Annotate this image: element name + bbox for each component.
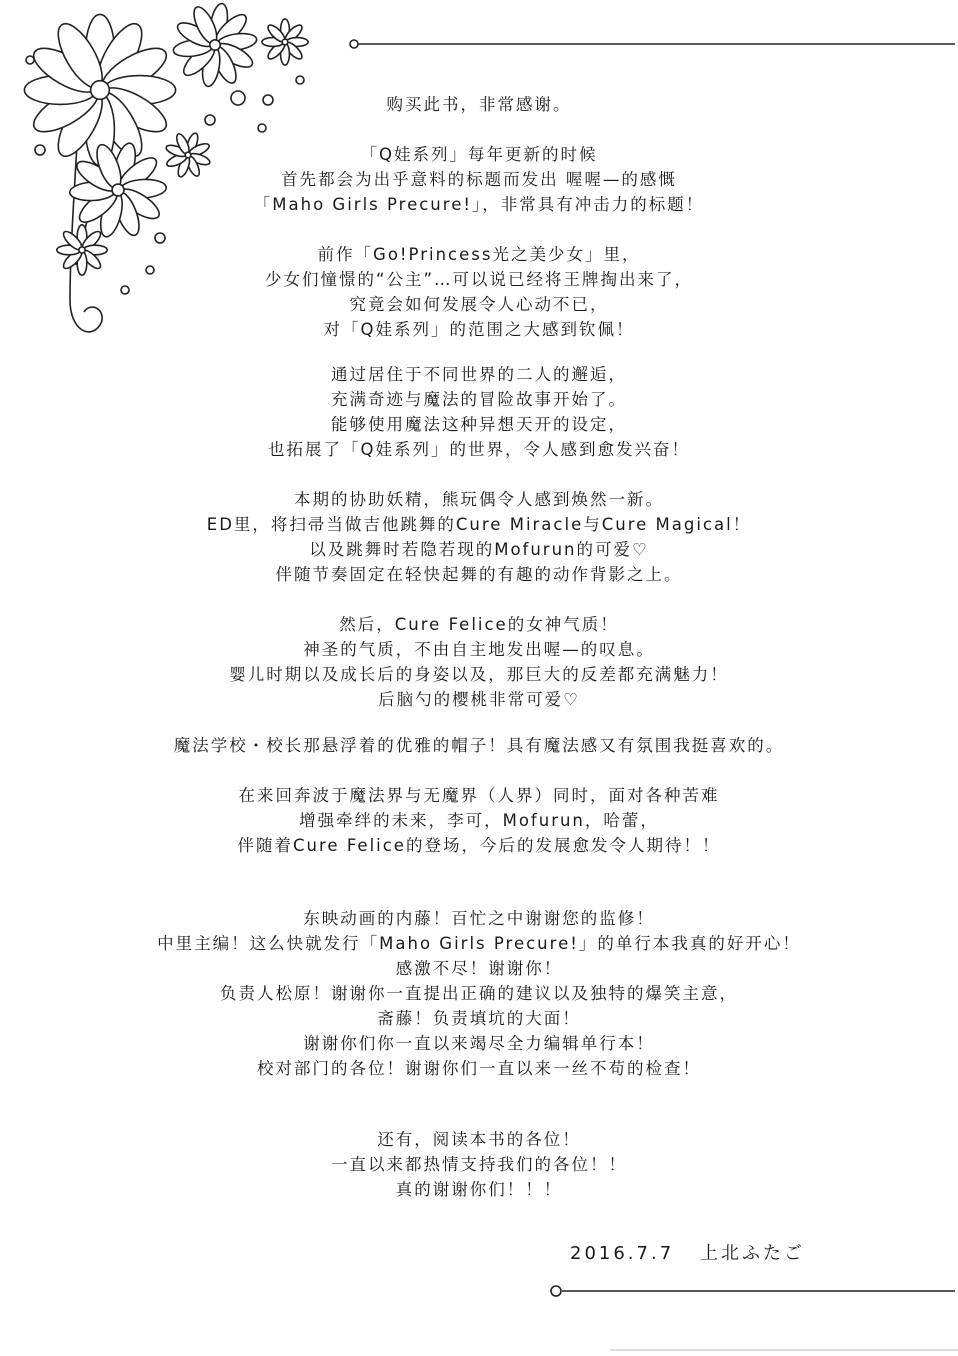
paragraph bbox=[0, 92, 958, 117]
paragraph bbox=[0, 733, 958, 758]
signature-author: 上北ふたご bbox=[700, 1243, 805, 1264]
paragraph bbox=[0, 362, 958, 462]
text-line: 少女们憧憬的“公主”…可以说已经将王牌掏出来了， bbox=[264, 270, 694, 289]
dot-ornament bbox=[26, 56, 34, 64]
bottom-line-end-circle bbox=[551, 1286, 561, 1296]
flower-icon bbox=[262, 19, 308, 65]
text-line: 斋藤！负责填坑的大面！ bbox=[377, 1009, 581, 1028]
dot-ornament bbox=[258, 124, 266, 132]
text-line: 前作「Go!Princess光之美少女」里， bbox=[317, 245, 641, 264]
text-line: 后脑勺的樱桃非常可爱♡ bbox=[378, 690, 580, 709]
text-line: 婴儿时期以及成长后的身姿以及，那巨大的反差都充满魅力！ bbox=[229, 665, 729, 684]
text-line: 一直以来都热情支持我们的各位！！ bbox=[331, 1155, 627, 1174]
paragraph bbox=[0, 1127, 958, 1202]
text-line: 然后，Cure Felice的女神气质！ bbox=[339, 615, 619, 634]
text-line: 「Maho Girls Precure!」，非常具有冲击力的标题！ bbox=[253, 195, 705, 214]
text-line: 神圣的气质，不由自主地发出喔—的叹息。 bbox=[303, 640, 655, 659]
text-line: 也拓展了「Q娃系列」的世界，令人感到愈发兴奋！ bbox=[268, 440, 690, 459]
text-line: 通过居住于不同世界的二人的邂逅， bbox=[331, 365, 627, 384]
text-line: 以及跳舞时若隐若现的Mofurun的可爱♡ bbox=[309, 540, 649, 559]
text-line: 伴随着Cure Felice的登场，今后的发展愈发令人期待！！ bbox=[237, 836, 721, 855]
flower-icon bbox=[172, 2, 257, 88]
text-line: 感激不尽！谢谢你！ bbox=[395, 959, 563, 978]
paragraph bbox=[0, 906, 958, 1081]
text-line: 负责人松原！谢谢你一直提出正确的建议以及独特的爆笑主意， bbox=[220, 984, 738, 1003]
text-line: 对「Q娃系列」的范围之大感到钦佩！ bbox=[323, 320, 635, 339]
text-line: 究竟会如何发展令人心动不已， bbox=[349, 295, 609, 314]
text-line: 校对部门的各位！谢谢你们一直以来一丝不苟的检查！ bbox=[257, 1059, 701, 1078]
text-line: 本期的协助妖精，熊玩偶令人感到焕然一新。 bbox=[294, 490, 664, 509]
text-line: 购买此书，非常感谢。 bbox=[386, 95, 572, 114]
text-line: 魔法学校・校长那悬浮着的优雅的帽子！具有魔法感又有氛围我挺喜欢的。 bbox=[173, 736, 785, 755]
top-line-end-circle bbox=[350, 40, 358, 48]
text-line: ED里，将扫帚当做吉他跳舞的Cure Miracle与Cure Magical！ bbox=[206, 515, 752, 534]
paragraph bbox=[0, 487, 958, 587]
signature-date: 2016.7.7 bbox=[570, 1243, 675, 1264]
text-line: 「Q娃系列」每年更新的时候 bbox=[360, 145, 598, 164]
text-line: 充满奇迹与魔法的冒险故事开始了。 bbox=[331, 390, 627, 409]
text-line: 谢谢你们你一直以来竭尽全力编辑单行本！ bbox=[303, 1034, 655, 1053]
text-line: 东映动画的内藤！百忙之中谢谢您的监修！ bbox=[303, 909, 655, 928]
paragraph bbox=[0, 783, 958, 858]
text-line: 在来回奔波于魔法界与无魔界（人界）同时，面对各种苦难 bbox=[238, 786, 720, 805]
paragraph bbox=[0, 142, 958, 217]
text-line: 伴随节奏固定在轻快起舞的有趣的动作背影之上。 bbox=[275, 565, 683, 584]
dot-ornament bbox=[296, 76, 304, 84]
text-line: 首先都会为出乎意料的标题而发出 喔喔—的感慨 bbox=[281, 170, 677, 189]
paragraph bbox=[0, 242, 958, 342]
text-line: 真的谢谢你们！！！ bbox=[395, 1180, 563, 1199]
text-line: 增强牵绊的未来，李可，Mofurun，哈蕾， bbox=[299, 811, 659, 830]
text-line: 能够使用魔法这种异想天开的设定， bbox=[331, 415, 627, 434]
text-line: 还有，阅读本书的各位！ bbox=[377, 1130, 581, 1149]
paragraph bbox=[0, 612, 958, 712]
text-line: 中里主编！这么快就发行「Maho Girls Precure!」的单行本我真的好开心！ bbox=[157, 934, 801, 953]
